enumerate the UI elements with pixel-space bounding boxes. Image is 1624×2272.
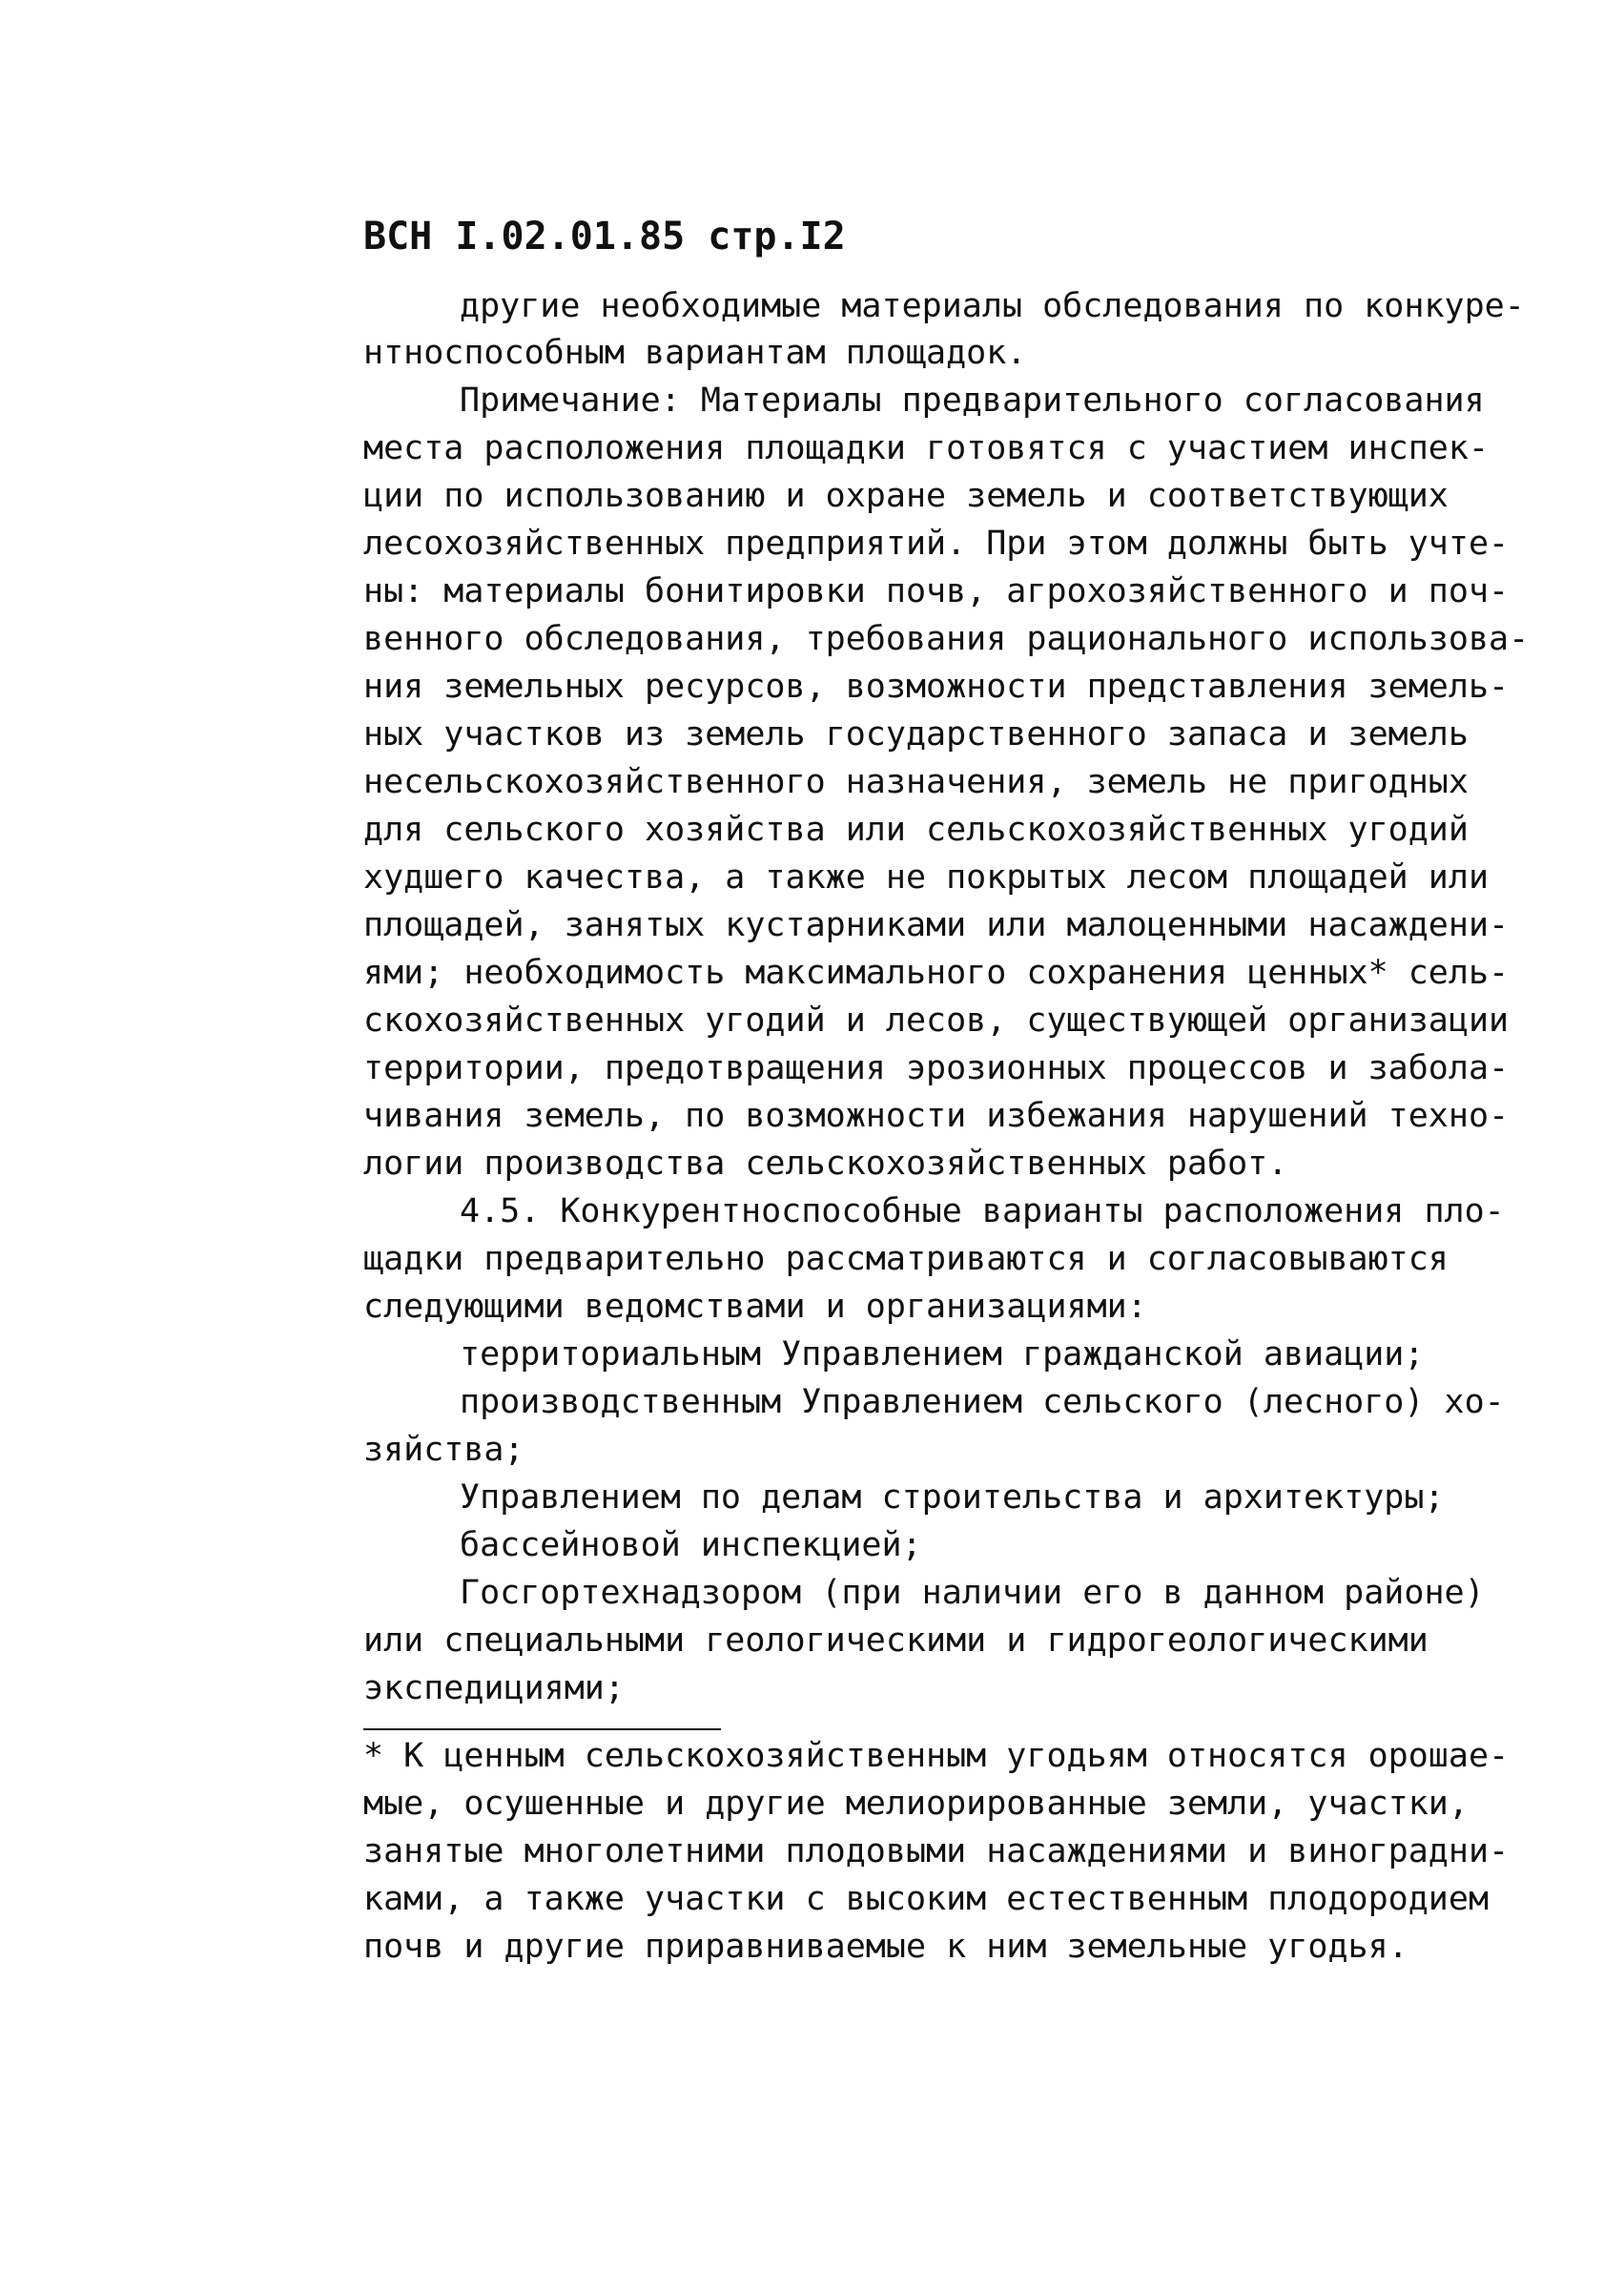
body-line: зяйства; (363, 1431, 524, 1469)
body-line: худшего качества, а также не покрытых лесом площадей или (363, 858, 1490, 897)
body-line: ных участков из земель государственного запаса и земель (363, 715, 1469, 754)
body-line: ции по использованию и охране земель и соответствующих (363, 477, 1449, 515)
body-line: 4.5. Конкурентноспособные варианты расположения пло- (460, 1192, 1505, 1230)
body-line: экспедициями; (363, 1669, 625, 1707)
body-line: бассейновой инспекцией; (460, 1526, 922, 1564)
footnote-line: мые, осушенные и другие мелиорированные земли, участки, (363, 1785, 1469, 1823)
body-line: чивания земель, по возможности избежания нарушений техно- (363, 1097, 1510, 1135)
body-line: венного обследования, требования рационального использова- (363, 620, 1530, 658)
footnote-line: занятые многолетними плодовыми насаждениями и виноградни- (363, 1832, 1510, 1870)
body-line: или специальными геологическими и гидрогеологическими (363, 1621, 1429, 1660)
body-line: площадей, занятых кустарниками или малоценными насаждени- (363, 906, 1510, 944)
body-line: территориальным Управлением гражданской авиации; (460, 1335, 1425, 1374)
footnote-separator (363, 1728, 721, 1730)
body-line: места расположения площадки готовятся с участием инспек- (363, 429, 1490, 467)
footnote-line: * К ценным сельскохозяйственным угодьям относятся орошае- (363, 1737, 1510, 1775)
footnote-line: почв и другие приравниваемые к ним земельные угодья. (363, 1928, 1408, 1966)
body-line: скохозяйственных угодий и лесов, существующей организации (363, 1002, 1510, 1040)
body-line: другие необходимые материалы обследования по конкуре- (460, 287, 1525, 325)
body-line: Примечание: Материалы предварительного согласования (460, 382, 1485, 420)
body-line: территории, предотвращения эрозионных процессов и забола- (363, 1049, 1510, 1087)
body-line: ны: материалы бонитировки почв, агрохозяйственного и поч- (363, 572, 1510, 610)
body-line: несельскохозяйственного назначения, земель не пригодных (363, 763, 1469, 801)
body-line: Госгортехнадзором (при наличии его в данном районе) (460, 1574, 1485, 1612)
body-line: лесохозяйственных предприятий. При этом должны быть учте- (363, 525, 1510, 563)
body-line: для сельского хозяйства или сельскохозяйственных угодий (363, 811, 1469, 849)
body-line: производственным Управлением сельского (лесного) хо- (460, 1383, 1505, 1421)
body-line: щадки предварительно рассматриваются и согласовываются (363, 1240, 1449, 1278)
footnote-line: ками, а также участки с высоким естественным плодородием (363, 1880, 1490, 1918)
body-line: Управлением по делам строительства и архитектуры; (460, 1478, 1445, 1517)
body-line: ями; необходимость максимального сохранения ценных* сель- (363, 954, 1510, 992)
body-line: логии производства сельскохозяйственных работ. (363, 1145, 1288, 1183)
page-header: ВСН I.02.01.85 стр.I2 (363, 215, 846, 258)
body-line: нтноспособным вариантам площадок. (363, 334, 1027, 372)
body-line: следующими ведомствами и организациями: (363, 1288, 1147, 1326)
body-line: ния земельных ресурсов, возможности представления земель- (363, 668, 1510, 706)
